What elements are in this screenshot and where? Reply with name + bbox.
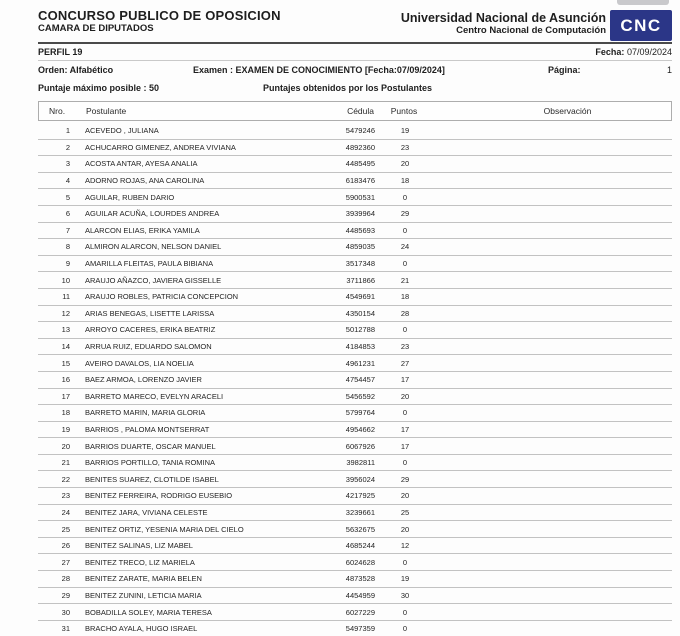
document-header	[38, 8, 672, 41]
cell-puntos: 0	[402, 557, 408, 567]
table-row	[38, 272, 672, 289]
cell-nro: 17	[61, 391, 70, 401]
cell-cedula: 4954662	[345, 424, 375, 434]
examen-title: Examen : EXAMEN DE CONOCIMIENTO [Fecha:07/09/2024]	[193, 64, 445, 75]
cell-nro: 6	[65, 209, 70, 219]
cell-cedula: 3956024	[345, 474, 375, 484]
cell-cedula: 5012788	[345, 325, 375, 335]
cell-puntos: 20	[400, 491, 410, 501]
cell-puntos: 17	[400, 441, 410, 451]
table-row	[38, 588, 672, 605]
cell-postulante: BENITEZ TRECO, LIZ MARIELA	[85, 557, 195, 567]
table-row	[38, 604, 672, 621]
table-row	[38, 471, 672, 488]
cell-postulante: ARAUJO AÑAZCO, JAVIERA GISSELLE	[85, 275, 222, 285]
table-row	[38, 223, 672, 240]
cell-cedula: 3239661	[345, 507, 375, 517]
table-row	[38, 339, 672, 356]
cell-postulante: AVEIRO DAVALOS, LIA NOELIA	[85, 358, 194, 368]
cell-nro: 11	[62, 292, 70, 302]
cell-cedula: 4485693	[345, 225, 375, 235]
table-row	[38, 306, 672, 323]
cell-nro: 16	[61, 375, 70, 385]
cell-cedula: 5632675	[345, 524, 375, 534]
table-row	[38, 372, 672, 389]
cell-nro: 27	[61, 557, 70, 567]
cell-postulante: AGUILAR, RUBEN DARIO	[85, 192, 175, 202]
cell-cedula: 5799764	[345, 408, 375, 418]
table-row	[38, 239, 672, 256]
cell-nro: 10	[61, 275, 70, 285]
cell-puntos: 23	[400, 342, 410, 352]
cell-nro: 26	[61, 541, 70, 551]
cell-postulante: ARRUA RUIZ, EDUARDO SALOMON	[85, 342, 212, 352]
document-subtitle: CAMARA DE DIPUTADOS	[38, 23, 154, 34]
cell-postulante: BARRIOS , PALOMA MONTSERRAT	[85, 424, 210, 434]
cell-nro: 30	[61, 607, 70, 617]
pagina-label: Página:	[548, 64, 581, 75]
cell-nro: 28	[61, 574, 70, 584]
cell-cedula: 6024628	[345, 557, 375, 567]
cell-puntos: 30	[400, 590, 410, 600]
cell-cedula: 3982811	[346, 458, 375, 468]
cell-nro: 15	[61, 358, 70, 368]
cell-cedula: 3517348	[345, 259, 375, 269]
org-subname: Centro Nacional de Computación	[456, 25, 606, 36]
cell-postulante: ACEVEDO , JULIANA	[85, 126, 159, 136]
cell-cedula: 4873528	[345, 574, 375, 584]
cell-puntos: 0	[402, 325, 408, 335]
cell-postulante: BENITEZ JARA, VIVIANA CELESTE	[85, 507, 208, 517]
cell-cedula: 6027229	[345, 607, 375, 617]
cell-postulante: BAEZ ARMOA, LORENZO JAVIER	[85, 375, 202, 385]
fecha-field	[595, 47, 672, 57]
cell-postulante: ARAUJO ROBLES, PATRICIA CONCEPCION	[85, 292, 239, 302]
cell-nro: 5	[65, 192, 70, 202]
org-block	[401, 8, 606, 37]
cell-postulante: ALMIRON ALARCON, NELSON DANIEL	[85, 242, 222, 252]
orden-row	[38, 61, 672, 78]
perfil-row	[38, 44, 672, 60]
table-row	[38, 189, 672, 206]
cell-nro: 1	[65, 126, 70, 136]
table-row	[38, 554, 672, 571]
cell-puntos: 29	[400, 474, 410, 484]
cell-postulante: ACOSTA ANTAR, AYESA ANALIA	[85, 159, 198, 169]
cell-postulante: BARRIOS DUARTE, OSCAR MANUEL	[85, 441, 216, 451]
table-row	[38, 521, 672, 538]
table-row	[38, 422, 672, 439]
cell-puntos: 25	[400, 507, 410, 517]
cell-nro: 25	[61, 524, 70, 534]
cell-puntos: 27	[400, 358, 410, 368]
cell-nro: 2	[65, 142, 70, 152]
table-row	[38, 156, 672, 173]
cell-postulante: BENITEZ ZARATE, MARIA BELEN	[85, 574, 202, 584]
table-body	[38, 123, 672, 636]
cell-cedula: 4485495	[345, 159, 375, 169]
cell-cedula: 4549691	[345, 292, 375, 302]
puntaje-row	[38, 78, 672, 98]
cell-cedula: 4184853	[345, 342, 375, 352]
table-header	[38, 101, 672, 121]
table-row	[38, 438, 672, 455]
cell-puntos: 0	[402, 259, 408, 269]
cell-cedula: 3711866	[346, 275, 375, 285]
table-row	[38, 505, 672, 522]
pagina-field	[548, 65, 672, 75]
cell-puntos: 28	[400, 308, 410, 318]
table-row	[38, 173, 672, 190]
cell-postulante: ARROYO CACERES, ERIKA BEATRIZ	[85, 325, 216, 335]
cell-cedula: 5456592	[345, 391, 375, 401]
cell-postulante: BRACHO AYALA, HUGO ISRAEL	[85, 624, 198, 634]
cell-postulante: BENITEZ FERREIRA, RODRIGO EUSEBIO	[85, 491, 233, 501]
cell-nro: 18	[61, 408, 70, 418]
col-header-puntos: Puntos	[390, 106, 418, 116]
cell-puntos: 18	[400, 176, 410, 186]
perfil-label: PERFIL 19	[38, 47, 83, 57]
col-header-postulante: Postulante	[86, 106, 127, 116]
table-row	[38, 389, 672, 406]
cnc-logo	[610, 10, 672, 41]
cell-nro: 23	[61, 491, 70, 501]
table-row	[38, 538, 672, 555]
table-row	[38, 488, 672, 505]
fecha-value: 07/09/2024	[626, 47, 672, 57]
cell-nro: 21	[61, 458, 70, 468]
cell-puntos: 20	[400, 524, 410, 534]
cell-postulante: BARRETO MARIN, MARIA GLORIA	[85, 408, 206, 418]
table-row	[38, 355, 672, 372]
cell-nro: 12	[61, 308, 70, 318]
cell-cedula: 6067926	[345, 441, 375, 451]
cell-puntos: 19	[400, 574, 410, 584]
cell-nro: 3	[65, 159, 70, 169]
cell-puntos: 0	[402, 607, 408, 617]
cell-puntos: 20	[400, 391, 410, 401]
org-name: Universidad Nacional de Asunción	[400, 11, 606, 25]
cell-cedula: 5497359	[345, 624, 375, 634]
col-header-cedula: Cédula	[347, 106, 374, 116]
puntajes-subtitle: Puntajes obtenidos por los Postulantes	[263, 83, 433, 93]
cell-puntos: 12	[400, 541, 410, 551]
cell-cedula: 4454959	[345, 590, 375, 600]
col-header-nro: Nro.	[49, 106, 66, 116]
results-table	[38, 101, 672, 636]
cell-nro: 4	[65, 176, 70, 186]
cell-postulante: ALARCON ELIAS, ERIKA YAMILA	[85, 225, 200, 235]
cell-nro: 14	[61, 342, 70, 352]
cell-cedula: 4685244	[345, 541, 375, 551]
cell-puntos: 29	[400, 209, 410, 219]
fecha-label: Fecha:	[595, 47, 625, 57]
cell-nro: 9	[65, 259, 70, 269]
cell-postulante: ARIAS BENEGAS, LISETTE LARISSA	[85, 308, 215, 318]
cell-nro: 13	[61, 325, 70, 335]
cell-cedula: 4859035	[345, 242, 375, 252]
cell-cedula: 4350154	[345, 308, 375, 318]
cell-nro: 24	[61, 507, 70, 517]
cell-puntos: 23	[400, 142, 410, 152]
cell-puntos: 17	[400, 375, 410, 385]
cell-nro: 22	[61, 474, 70, 484]
cell-postulante: BENITEZ SALINAS, LIZ MABEL	[85, 541, 193, 551]
cnc-logo-text: CNC	[620, 15, 662, 35]
cell-cedula: 6183476	[345, 176, 375, 186]
table-row	[38, 140, 672, 157]
cell-puntos: 17	[400, 424, 410, 434]
orden-label: Orden: Alfabético	[38, 64, 114, 75]
table-row	[38, 256, 672, 273]
document-title: CONCURSO PUBLICO DE OPOSICION	[38, 8, 281, 23]
cell-puntos: 24	[400, 242, 410, 252]
cell-cedula: 4754457	[345, 375, 375, 385]
cell-puntos: 0	[402, 624, 408, 634]
table-row	[38, 289, 672, 306]
cell-postulante: ADORNO ROJAS, ANA CAROLINA	[85, 176, 205, 186]
table-row	[38, 123, 672, 140]
cell-postulante: AMARILLA FLEITAS, PAULA BIBIANA	[85, 259, 214, 269]
cell-cedula: 4961231	[345, 358, 375, 368]
cell-puntos: 20	[400, 159, 410, 169]
cell-puntos: 0	[402, 225, 408, 235]
cell-puntos: 0	[402, 408, 408, 418]
cell-postulante: BENITEZ ORTIZ, YESENIA MARIA DEL CIELO	[85, 524, 244, 534]
table-row	[38, 571, 672, 588]
col-header-observacion: Observación	[543, 106, 592, 116]
puntaje-max-label: Puntaje máximo posible : 50	[38, 83, 160, 93]
cell-puntos: 0	[402, 192, 408, 202]
table-row	[38, 405, 672, 422]
cell-puntos: 0	[402, 458, 408, 468]
pagina-value: 1	[666, 64, 672, 75]
cell-postulante: BENITEZ ZUNINI, LETICIA MARIA	[85, 590, 202, 600]
cell-postulante: AGUILAR ACUÑA, LOURDES ANDREA	[85, 209, 220, 219]
table-row	[38, 322, 672, 339]
cell-nro: 29	[61, 590, 70, 600]
cell-cedula: 3939964	[345, 209, 375, 219]
cell-postulante: BARRIOS PORTILLO, TANIA ROMINA	[85, 458, 216, 468]
cell-nro: 20	[61, 441, 70, 451]
cell-cedula: 5479246	[345, 126, 375, 136]
cell-cedula: 4217925	[345, 491, 375, 501]
cell-postulante: BARRETO MARECO, EVELYN ARACELI	[85, 391, 224, 401]
cell-nro: 19	[61, 424, 70, 434]
cell-puntos: 21	[400, 275, 410, 285]
table-row	[38, 455, 672, 472]
cell-puntos: 18	[400, 292, 410, 302]
cell-nro: 8	[65, 242, 70, 252]
cell-postulante: ACHUCARRO GIMENEZ, ANDREA VIVIANA	[85, 142, 236, 152]
cell-nro: 7	[65, 225, 70, 235]
cell-postulante: BOBADILLA SOLEY, MARIA TERESA	[85, 607, 212, 617]
cell-postulante: BENITES SUAREZ, CLOTILDE ISABEL	[85, 474, 219, 484]
cell-cedula: 5900531	[345, 192, 375, 202]
cell-puntos: 19	[400, 126, 410, 136]
cell-cedula: 4892360	[345, 142, 375, 152]
table-row	[38, 206, 672, 223]
table-row	[38, 621, 672, 636]
header-left-block	[38, 8, 401, 35]
cell-nro: 31	[61, 624, 70, 634]
